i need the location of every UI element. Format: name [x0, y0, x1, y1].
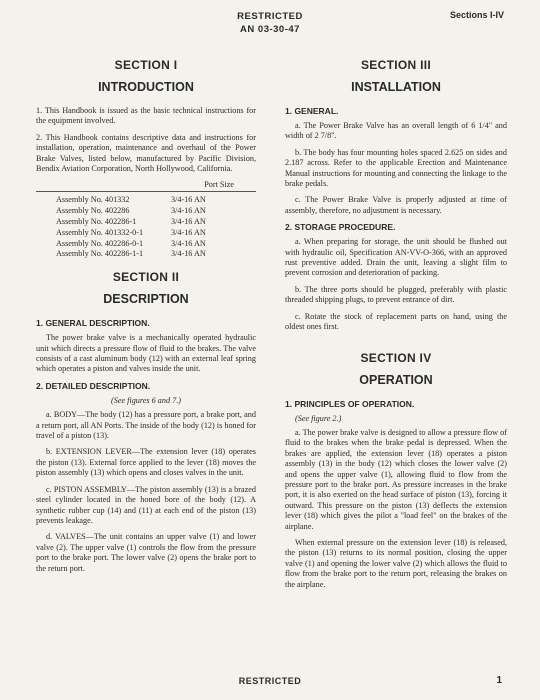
- intro-paragraph-1: 1. This Handbook is issued as the basic technical instructions for the equipment involved.: [36, 106, 256, 126]
- table-cell-port: 3/4-16 AN: [171, 195, 206, 205]
- figure-reference: (See figures 6 and 7.): [111, 395, 181, 405]
- spacer: [285, 339, 507, 351]
- table-cell-assembly: Assembly No. 401332-0-1: [56, 227, 144, 237]
- table-row: [36, 217, 256, 228]
- table-row: [36, 206, 256, 217]
- general-heading: 1. GENERAL.: [285, 106, 339, 116]
- valves-paragraph: d. VALVES—The unit contains an upper valve (1) and lower valve (2). The upper valve (1) controls the flow from the pressure port to the brake port. The lower valve (2) opens the brake port to the return port.: [36, 532, 256, 573]
- header-sections: Sections I-IV: [449, 10, 504, 20]
- table-cell-port: 3/4-16 AN: [171, 227, 206, 237]
- installation-paragraph-c: c. The Power Brake Valve is properly adjusted at time of assembly, therefore, no adjustment is necessary.: [285, 195, 507, 215]
- principles-heading: 1. PRINCIPLES OF OPERATION.: [285, 398, 415, 409]
- intro-paragraph-2: 2. This Handbook contains descriptive data and instructions for installation, operation, maintenance and overhaul of the Power Brake Valves, listed below, manufactured by Pacific Division, Bendix Aviation Corporation, North Hollywood, California.: [36, 132, 256, 174]
- assembly-table: [36, 180, 256, 260]
- section-3-title: INSTALLATION: [351, 80, 441, 94]
- general-description-heading: 1. GENERAL DESCRIPTION.: [36, 318, 150, 329]
- left-column: [36, 58, 256, 580]
- section-2-title: DESCRIPTION: [103, 292, 189, 307]
- table-cell-assembly: Assembly No. 402286: [56, 206, 130, 216]
- table-cell-assembly: Assembly No. 402286-1: [56, 217, 137, 227]
- header-restricted: RESTRICTED: [237, 11, 303, 22]
- right-column: [285, 58, 507, 596]
- table-cell-port: 3/4-16 AN: [171, 249, 206, 259]
- installation-paragraph-a: a. The Power Brake Valve has an overall length of 6 1/4" and width of 2 7/8".: [285, 121, 507, 141]
- storage-paragraph-b: b. The three ports should be plugged, preferably with plastic threaded shipping plugs, to prevent entrance of dirt.: [285, 284, 507, 305]
- body-paragraph: a. BODY—The body (12) has a pressure port, a brake port, and a return port, all AN Ports. The inside of the body (12) is honed for travel of a piston (13).: [36, 410, 256, 441]
- section-3-label: SECTION III: [361, 58, 431, 72]
- figure-reference: (See figure 2.): [295, 413, 342, 423]
- piston-assembly-paragraph: c. PISTON ASSEMBLY—The piston assembly (13) is a brazed steel cylinder located in the honed bore of the body (12). A synthetic rubber cup (14) and (11) at each end of the piston (13) prevents leakage.: [36, 484, 256, 525]
- operation-paragraph-b: When external pressure on the extension lever (18) is released, the piston (13) returns to its normal position, closing the upper valve (1) and opening the lower valve (2) which allows the fluid to flow from the brake port to the return port, releasing the brakes on the airplane.: [285, 537, 507, 589]
- table-cell-assembly: Assembly No. 402286-0-1: [56, 238, 144, 248]
- footer-restricted: RESTRICTED: [238, 676, 302, 686]
- table-cell-port: 3/4-16 AN: [171, 206, 206, 216]
- table-row: [36, 195, 256, 206]
- table-cell-port: 3/4-16 AN: [171, 217, 206, 227]
- installation-paragraph-b: b. The body has four mounting holes spaced 2.625 on sides and 2.187 across. Refer to the applicable Erection and Maintenance Manual instructions for mounting and connecting the linkage to the brake pedals.: [285, 147, 507, 189]
- storage-paragraph-c: c. Rotate the stock of replacement parts on hand, using the oldest ones first.: [285, 311, 507, 332]
- table-cell-assembly: Assembly No. 402286-1-1: [56, 249, 144, 259]
- storage-paragraph-a: a. When preparing for storage, the unit should be flushed out with hydraulic oil, Specification AN-VV-O-366, with an approved rust preventive added. Drain the unit, leaving a slight film to prevent corrosion and deterioration of packing.: [285, 237, 507, 278]
- general-description-paragraph: The power brake valve is a mechanically operated hydraulic unit which directs a pressure flow of fluid to the brakes. The valve consists of a cast aluminum body (12) with an external leaf spring which operates a piston and valves inside the unit.: [36, 333, 256, 374]
- operation-paragraph-a: a. The power brake valve is designed to allow a pressure flow of fluid to the brakes when the brake pedal is depressed. When the brakes are applied, the extension lever (18) operates a piston assembly (13) in the body (12) which closes the lower valve (2) and opens the upper valve (1), allowing fluid to flow from the pressure port to the brake port. As pressure increases in the brake port, it is also exerted on the head surface of piston (13), forcing it outward. This pressure on the piston (13) deflects the extension lever (18) which gives the pilot a "load feel" on the brakes of the airplane.: [285, 427, 507, 531]
- header-doc-number: AN 03-30-47: [240, 24, 300, 35]
- extension-lever-paragraph: b. EXTENSION LEVER—The extension lever (18) operates the piston (13). External force applied to the lever (18) moves the piston assembly (13) which opens and closes valves in the unit.: [36, 447, 256, 478]
- table-cell-port: 3/4-16 AN: [171, 238, 206, 248]
- storage-procedure-heading: 2. STORAGE PROCEDURE.: [285, 222, 396, 233]
- page-number: 1: [496, 675, 502, 686]
- table-row: [36, 228, 256, 239]
- table-row: [36, 249, 256, 260]
- section-2-label: SECTION II: [112, 270, 180, 285]
- table-cell-assembly: Assembly No. 401332: [56, 195, 130, 205]
- table-header-port-size: Port Size: [36, 180, 256, 192]
- table-row: [36, 239, 256, 250]
- section-1-label: SECTION I: [114, 58, 178, 72]
- section-4-label: SECTION IV: [360, 350, 432, 365]
- section-1-title: INTRODUCTION: [98, 80, 194, 94]
- section-4-title: OPERATION: [359, 372, 433, 387]
- detailed-description-heading: 2. DETAILED DESCRIPTION.: [36, 380, 151, 391]
